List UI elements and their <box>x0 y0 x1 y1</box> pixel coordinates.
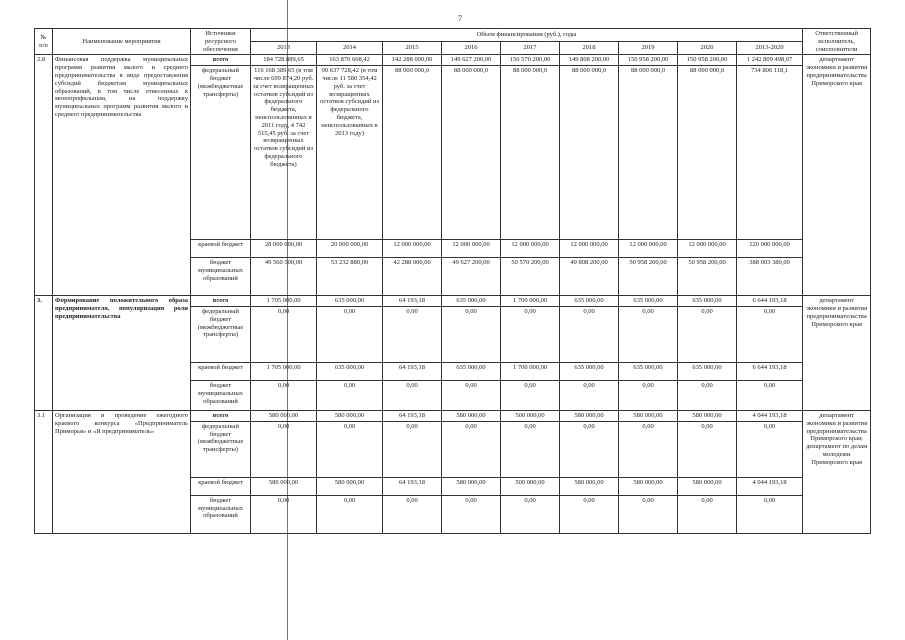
amount-cell: 1 705 000,00 <box>251 296 317 307</box>
amount-cell: 635 000,00 <box>560 296 619 307</box>
item-number: 2.8 <box>35 55 53 296</box>
amount-cell: 1 700 000,00 <box>501 362 560 380</box>
header-row-1 <box>35 29 871 42</box>
funding-source: бюджет муниципальных образований <box>191 495 251 533</box>
amount-cell: 163 870 608,42 <box>317 55 383 66</box>
amount-cell: 500 000,00 <box>501 477 560 495</box>
amount-cell: 0,00 <box>619 495 678 533</box>
amount-cell: 0,00 <box>619 421 678 477</box>
amount-cell: 64 193,18 <box>383 296 442 307</box>
responsible-executor: департамент экономики и развития предпринимательства Приморского края <box>803 55 871 296</box>
amount-cell: 12 000 000,00 <box>619 240 678 258</box>
header-name: Наименование мероприятия <box>53 29 191 55</box>
responsible-executor: департамент экономики и развития предпринимательства Приморского края; департамент по делам молодежи Приморского края <box>803 410 871 533</box>
table-row <box>35 55 871 66</box>
header-year: 2020 <box>678 42 737 55</box>
amount-cell: 0,00 <box>317 421 383 477</box>
amount-cell: 64 193,18 <box>383 362 442 380</box>
amount-cell: 150 958 200,00 <box>619 55 678 66</box>
amount-cell: 0,00 <box>619 380 678 410</box>
amount-cell: 42 288 000,00 <box>383 258 442 296</box>
amount-cell: 20 000 000,00 <box>317 240 383 258</box>
amount-cell: 6 644 193,18 <box>737 362 803 380</box>
funding-source: бюджет муниципальных образований <box>191 380 251 410</box>
amount-cell: 149 627 200,00 <box>442 55 501 66</box>
responsible-executor: департамент экономики и развития предпринимательства Приморского края <box>803 296 871 411</box>
amount-cell: 500 000,00 <box>501 410 560 421</box>
funding-source: бюджет муниципальных образований <box>191 258 251 296</box>
amount-cell: 0,00 <box>737 380 803 410</box>
amount-cell: 12 000 000,00 <box>678 240 737 258</box>
activity-name: Формирование положительного образа предпринимателя, популяризация роли предпринимательства <box>53 296 191 411</box>
amount-cell: 388 003 380,00 <box>737 258 803 296</box>
amount-cell: 635 000,00 <box>560 362 619 380</box>
amount-cell: 0,00 <box>560 421 619 477</box>
amount-cell: 0,00 <box>737 421 803 477</box>
amount-cell: 184 728 889,65 <box>251 55 317 66</box>
amount-cell: 0,00 <box>251 380 317 410</box>
amount-cell: 50 958 200,00 <box>678 258 737 296</box>
amount-cell: 0,00 <box>442 421 501 477</box>
header-year: 2017 <box>501 42 560 55</box>
amount-cell: 734 806 118,1 <box>737 66 803 240</box>
amount-cell: 49 808 200,00 <box>560 258 619 296</box>
amount-cell: 49 627 200,00 <box>442 258 501 296</box>
amount-cell: 150 570 200,00 <box>501 55 560 66</box>
amount-cell: 0,00 <box>317 380 383 410</box>
page-number: 7 <box>458 14 462 23</box>
amount-cell: 0,00 <box>442 495 501 533</box>
amount-cell: 0,00 <box>560 495 619 533</box>
amount-cell: 0,00 <box>501 380 560 410</box>
table-body <box>35 55 871 533</box>
amount-cell: 0,00 <box>560 380 619 410</box>
amount-cell: 0,00 <box>317 306 383 362</box>
financing-table <box>34 28 871 534</box>
amount-cell: 0,00 <box>251 306 317 362</box>
amount-cell: 580 000,00 <box>560 477 619 495</box>
amount-cell: 635 000,00 <box>442 296 501 307</box>
table-row <box>35 410 871 421</box>
amount-cell: 0,00 <box>560 306 619 362</box>
item-number: 3. <box>35 296 53 411</box>
amount-cell: 0,00 <box>383 421 442 477</box>
amount-cell: 0,00 <box>678 306 737 362</box>
header-source: Источники ресурсного обеспечения <box>191 29 251 55</box>
amount-cell: 580 000,00 <box>678 477 737 495</box>
amount-cell: 635 000,00 <box>317 296 383 307</box>
amount-cell: 635 000,00 <box>619 362 678 380</box>
amount-cell: 635 000,00 <box>442 362 501 380</box>
amount-cell: 150 958 200,00 <box>678 55 737 66</box>
amount-cell: 6 644 193,18 <box>737 296 803 307</box>
amount-cell: 635 000,00 <box>678 362 737 380</box>
amount-cell: 580 000,00 <box>317 410 383 421</box>
amount-cell: 0,00 <box>383 495 442 533</box>
amount-cell: 12 000 000,00 <box>442 240 501 258</box>
amount-cell: 116 168 389,65 (в том числе 699 874,20 руб. за счет возвращенных остатков субсидий из федерального бюджета, неиспользованных в 2011 году, 4 742 515,45 руб. за счет возвращенных остатков субсидий из федерального бюджета) <box>251 66 317 240</box>
header-year: 2019 <box>619 42 678 55</box>
funding-source: федеральный бюджет (межбюджетные трансферты) <box>191 421 251 477</box>
activity-name: Организация и проведение ежегодного краевого конкурса «Предприниматель Приморья» и «Я предприниматель» <box>53 410 191 533</box>
item-number: 3.1 <box>35 410 53 533</box>
amount-cell: 580 000,00 <box>678 410 737 421</box>
amount-cell: 580 000,00 <box>442 477 501 495</box>
amount-cell: 149 808 200,00 <box>560 55 619 66</box>
header-year: 2013-2020 <box>737 42 803 55</box>
amount-cell: 88 000 000,0 <box>383 66 442 240</box>
funding-source: федеральный бюджет (межбюджетные трансферты) <box>191 306 251 362</box>
amount-cell: 0,00 <box>501 495 560 533</box>
amount-cell: 12 000 000,00 <box>560 240 619 258</box>
amount-cell: 580 000,00 <box>560 410 619 421</box>
header-no: № п/п <box>35 29 53 55</box>
amount-cell: 635 000,00 <box>317 362 383 380</box>
amount-cell: 0,00 <box>737 306 803 362</box>
amount-cell: 0,00 <box>251 495 317 533</box>
amount-cell: 88 000 000,0 <box>678 66 737 240</box>
header-year: 2013 <box>251 42 317 55</box>
header-year: 2014 <box>317 42 383 55</box>
amount-cell: 53 232 880,00 <box>317 258 383 296</box>
table-row <box>35 296 871 307</box>
amount-cell: 0,00 <box>737 495 803 533</box>
activity-name: Финансовая поддержка муниципальных программ развития малого и среднего предпринимательства в виде предоставления субсидий бюджетам муниципальных образований, в том числе отнесенных к монопрофильным, на поддержку муниципальных программ развития малого и среднего предпринимательства <box>53 55 191 296</box>
header-responsible: Ответственный исполнитель, соисполнители <box>803 29 871 55</box>
amount-cell: 580 000,00 <box>619 477 678 495</box>
amount-cell: 1 705 000,00 <box>251 362 317 380</box>
amount-cell: 1 700 000,00 <box>501 296 560 307</box>
amount-cell: 142 288 000,00 <box>383 55 442 66</box>
funding-source: краевой бюджет <box>191 240 251 258</box>
header-financing: Объем финансирования (руб.), годы <box>251 29 803 42</box>
header-year: 2018 <box>560 42 619 55</box>
amount-cell: 580 000,00 <box>619 410 678 421</box>
amount-cell: 50 958 200,00 <box>619 258 678 296</box>
amount-cell: 88 000 000,0 <box>619 66 678 240</box>
amount-cell: 0,00 <box>501 306 560 362</box>
amount-cell: 0,00 <box>317 495 383 533</box>
amount-cell: 12 000 000,00 <box>383 240 442 258</box>
amount-cell: 120 000 000,00 <box>737 240 803 258</box>
amount-cell: 0,00 <box>678 495 737 533</box>
funding-source: краевой бюджет <box>191 362 251 380</box>
amount-cell: 0,00 <box>383 306 442 362</box>
amount-cell: 0,00 <box>442 380 501 410</box>
amount-cell: 580 000,00 <box>442 410 501 421</box>
amount-cell: 0,00 <box>678 380 737 410</box>
funding-source: всего <box>191 410 251 421</box>
amount-cell: 49 560 500,00 <box>251 258 317 296</box>
amount-cell: 635 000,00 <box>619 296 678 307</box>
amount-cell: 50 570 200,00 <box>501 258 560 296</box>
amount-cell: 28 000 000,00 <box>251 240 317 258</box>
amount-cell: 88 000 000,0 <box>442 66 501 240</box>
amount-cell: 0,00 <box>383 380 442 410</box>
amount-cell: 64 193,18 <box>383 410 442 421</box>
amount-cell: 580 000,00 <box>251 410 317 421</box>
header-year: 2016 <box>442 42 501 55</box>
amount-cell: 4 044 193,18 <box>737 410 803 421</box>
funding-source: краевой бюджет <box>191 477 251 495</box>
funding-source: федеральный бюджет (межбюджетные трансферты) <box>191 66 251 240</box>
amount-cell: 64 193,18 <box>383 477 442 495</box>
amount-cell: 1 242 809 498,07 <box>737 55 803 66</box>
header-year: 2015 <box>383 42 442 55</box>
funding-source: всего <box>191 55 251 66</box>
amount-cell: 90 637 728,42 (в том числе 11 580 354,42 руб. за счет возвращенных остатков субсидий из федерального бюджета, неиспользованных в 2013 году) <box>317 66 383 240</box>
amount-cell: 0,00 <box>501 421 560 477</box>
amount-cell: 635 000,00 <box>678 296 737 307</box>
amount-cell: 88 000 000,0 <box>560 66 619 240</box>
funding-source: всего <box>191 296 251 307</box>
amount-cell: 580 000,00 <box>251 477 317 495</box>
amount-cell: 88 000 000,0 <box>501 66 560 240</box>
amount-cell: 0,00 <box>678 421 737 477</box>
amount-cell: 0,00 <box>251 421 317 477</box>
amount-cell: 580 000,00 <box>317 477 383 495</box>
amount-cell: 12 000 000,00 <box>501 240 560 258</box>
amount-cell: 4 044 193,18 <box>737 477 803 495</box>
amount-cell: 0,00 <box>619 306 678 362</box>
amount-cell: 0,00 <box>442 306 501 362</box>
